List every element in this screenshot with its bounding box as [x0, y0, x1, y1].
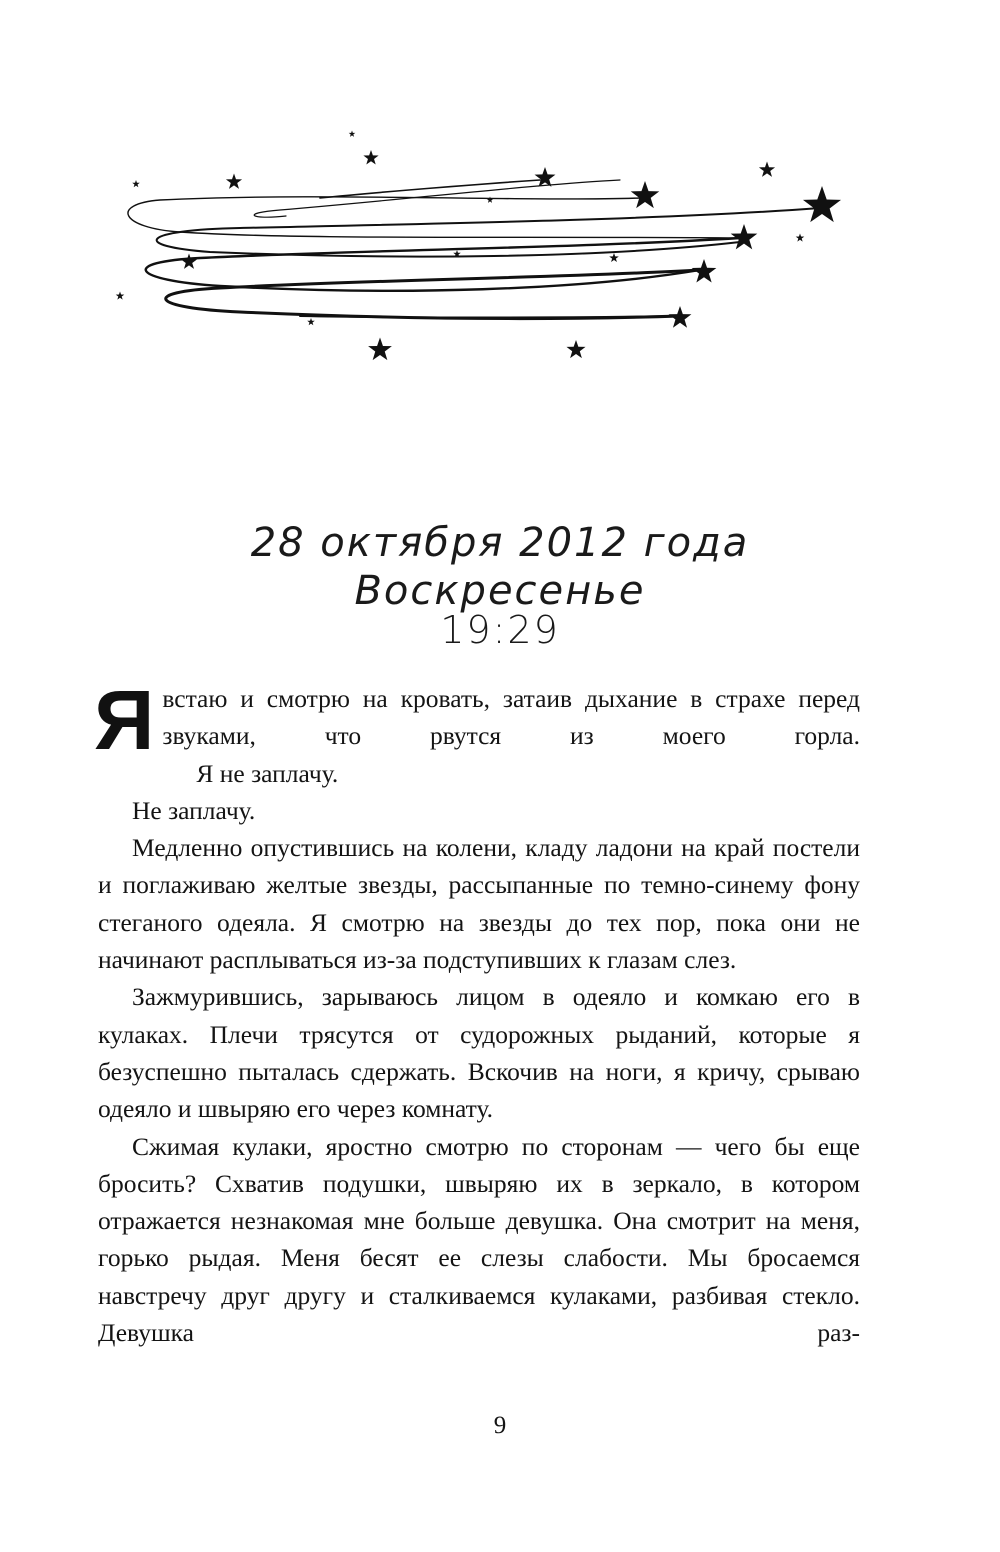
paragraph: Я не заплачу. — [196, 758, 339, 788]
body-text — [94, 673, 860, 1351]
paragraph: Зажмурившись, зарываюсь лицом в одеяло и комкаю его в кулаках. Плечи трясутся от судорожных рыданий, которые я безуспешно пыталась сдержать. Вскочив на ноги, я кричу, срываю одеяло и швыряю его через комнату. — [98, 982, 860, 1124]
paragraph: Не заплачу. — [132, 795, 256, 825]
chapter-weekday: Воскресенье — [354, 568, 646, 614]
chapter-time: 19:29 — [440, 608, 560, 652]
paragraph-text: встаю и смотрю на кровать, затаив дыхание в страхе перед звуками, что рвутся из моего горла. — [162, 684, 860, 751]
chapter-date: 28 октября 2012 года — [250, 520, 750, 566]
page-number: 9 — [493, 1412, 507, 1439]
drop-cap: Я — [94, 673, 155, 767]
shooting-stars-illustration — [100, 120, 860, 380]
paragraph — [94, 673, 860, 767]
paragraph: Сжимая кулаки, яростно смотрю по сторонам — чего бы еще бросить? Схватив подушки, швыряю их в зеркало, в котором отражается незнакомая мне больше девушка. Она смотрит на меня, горько рыдая. Меня бесят ее слезы слабости. Мы бросаемся навстречу друг другу и сталкиваемся кулаками, разбивая стекло. Девушка раз- — [98, 1131, 860, 1348]
paragraph: Медленно опустившись на колени, кладу ладони на край постели и поглаживаю желтые звезды, рассыпанные по темно-синему фону стеганого одеяла. Я смотрю на звезды до тех пор, пока они не начинают расплываться из-за подступивших к глазам слез. — [98, 833, 860, 975]
